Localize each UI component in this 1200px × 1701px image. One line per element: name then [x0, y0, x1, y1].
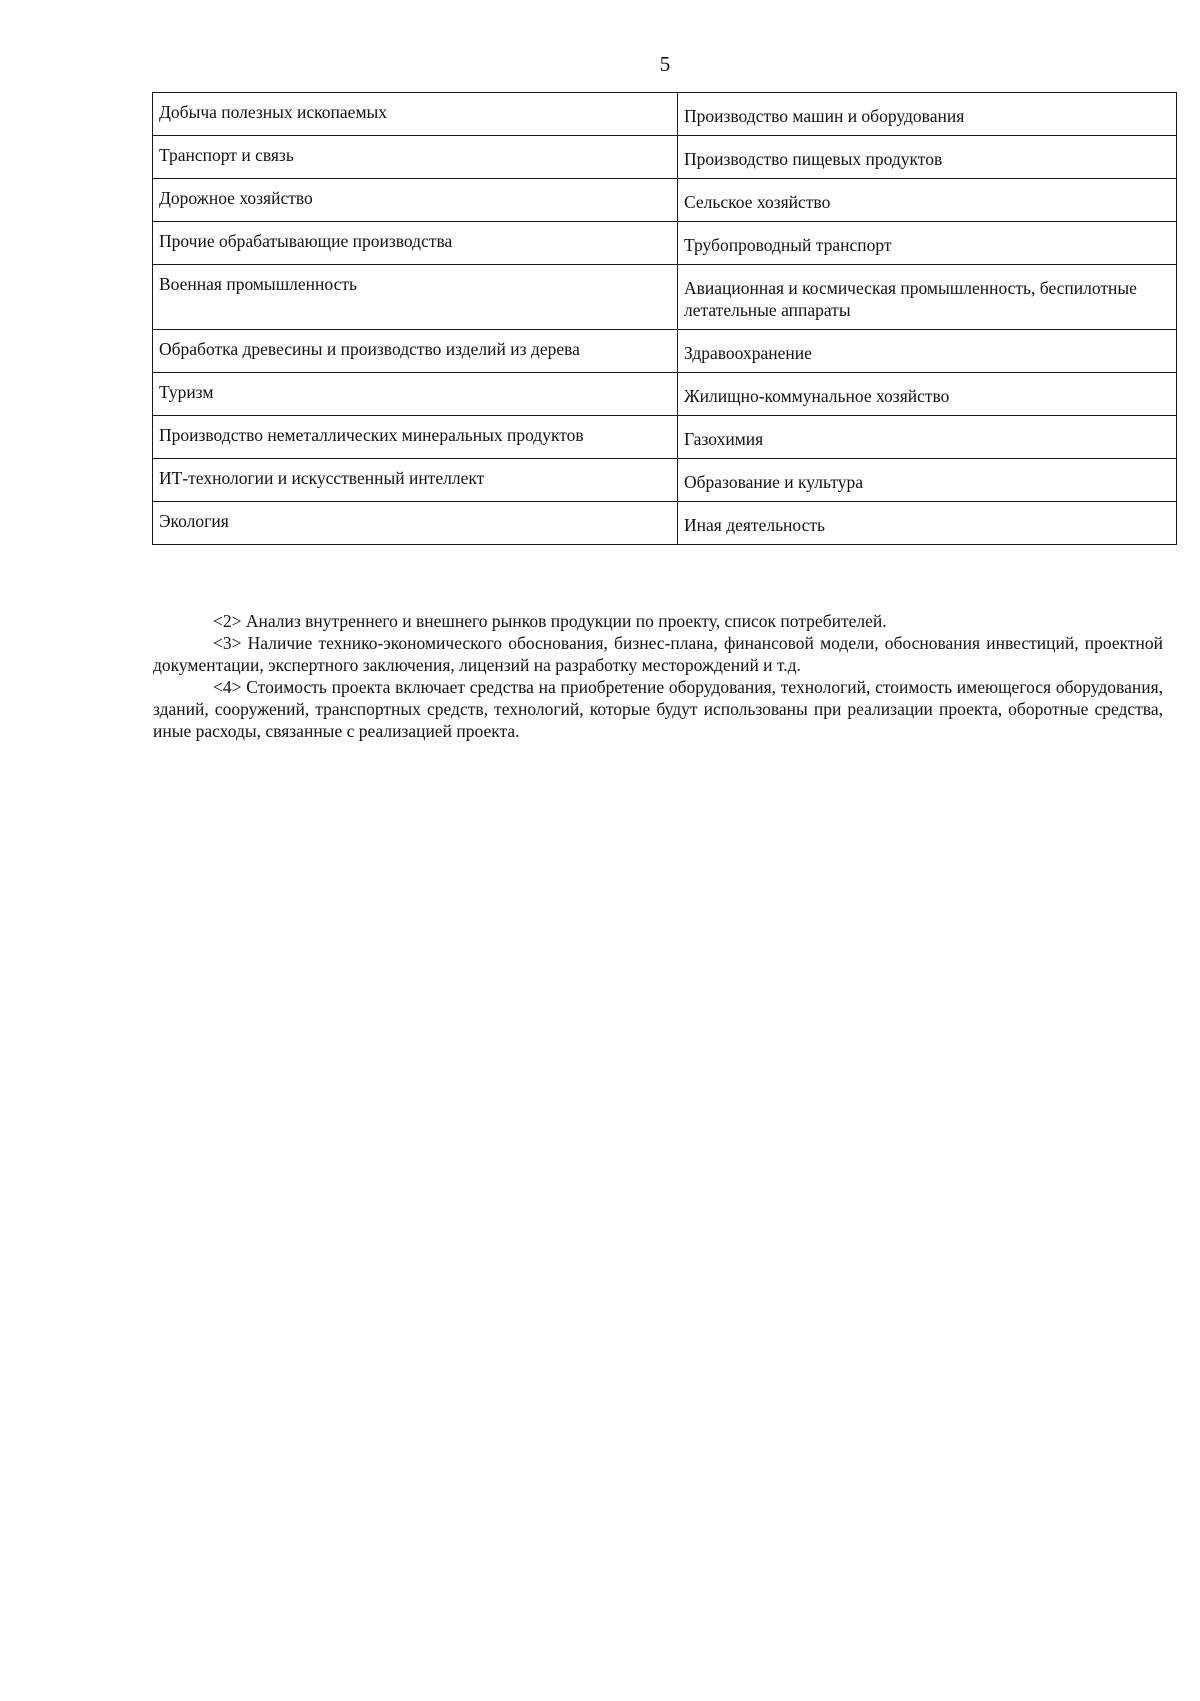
table-cell-left: Туризм — [153, 373, 678, 416]
table-row — [153, 93, 1177, 136]
cell-text: Здравоохранение — [684, 343, 812, 363]
table-row — [153, 222, 1177, 265]
cell-text: Образование и культура — [684, 472, 863, 492]
footnote-3: <3> Наличие технико-экономического обоснования, бизнес-плана, финансовой модели, обоснования инвестиций, проектной документации, экспертного заключения, лицензий на разработку месторождений и т.д. — [153, 633, 1163, 675]
table-row — [153, 502, 1177, 545]
table-cell-right — [678, 373, 1177, 416]
table-cell-right — [678, 502, 1177, 545]
table-cell-right — [678, 179, 1177, 222]
footnote-4: <4> Стоимость проекта включает средства на приобретение оборудования, технологий, стоимость имеющегося оборудования, зданий, сооружений, транспортных средств, технологий, которые будут использованы при реализации проекта, оборотные средства, иные расходы, связанные с реализацией проекта. — [153, 677, 1163, 741]
sectors-table — [152, 92, 1177, 545]
table-row — [153, 136, 1177, 179]
footnotes — [153, 610, 1163, 742]
footnote-2: <2> Анализ внутреннего и внешнего рынков продукции по проекту, список потребителей. — [213, 611, 887, 631]
cell-text: Газохимия — [684, 429, 764, 449]
table-cell-right — [678, 265, 1177, 330]
table-row — [153, 330, 1177, 373]
table-cell-left: Добыча полезных ископаемых — [153, 93, 678, 136]
cell-text: Авиационная и космическая промышленность, беспилотные летательные аппараты — [684, 278, 1137, 320]
table-cell-left: Военная промышленность — [153, 265, 678, 330]
cell-text: Сельское хозяйство — [684, 192, 831, 212]
cell-text: Трубопроводный транспорт — [684, 235, 892, 255]
cell-text: Производство пищевых продуктов — [684, 149, 943, 169]
table-cell-left: Обработка древесины и производство изделий из дерева — [153, 330, 678, 373]
table-row — [153, 265, 1177, 330]
table-cell-right — [678, 222, 1177, 265]
table-row — [153, 179, 1177, 222]
table-cell-left: ИТ-технологии и искусственный интеллект — [153, 459, 678, 502]
table-cell-right — [678, 416, 1177, 459]
table-cell-left: Транспорт и связь — [153, 136, 678, 179]
cell-text: Жилищно-коммунальное хозяйство — [684, 386, 950, 406]
table-cell-left: Производство неметаллических минеральных продуктов — [153, 416, 678, 459]
cell-text: Иная деятельность — [684, 515, 825, 535]
table-cell-left: Дорожное хозяйство — [153, 179, 678, 222]
table-row — [153, 373, 1177, 416]
table-cell-left: Экология — [153, 502, 678, 545]
table-row — [153, 459, 1177, 502]
table-cell-right — [678, 136, 1177, 179]
cell-text: Производство машин и оборудования — [684, 106, 965, 126]
table-row — [153, 416, 1177, 459]
page-number: 5 — [659, 52, 671, 76]
table-cell-right — [678, 93, 1177, 136]
table-cell-right — [678, 330, 1177, 373]
table-cell-right — [678, 459, 1177, 502]
table-cell-left: Прочие обрабатывающие производства — [153, 222, 678, 265]
